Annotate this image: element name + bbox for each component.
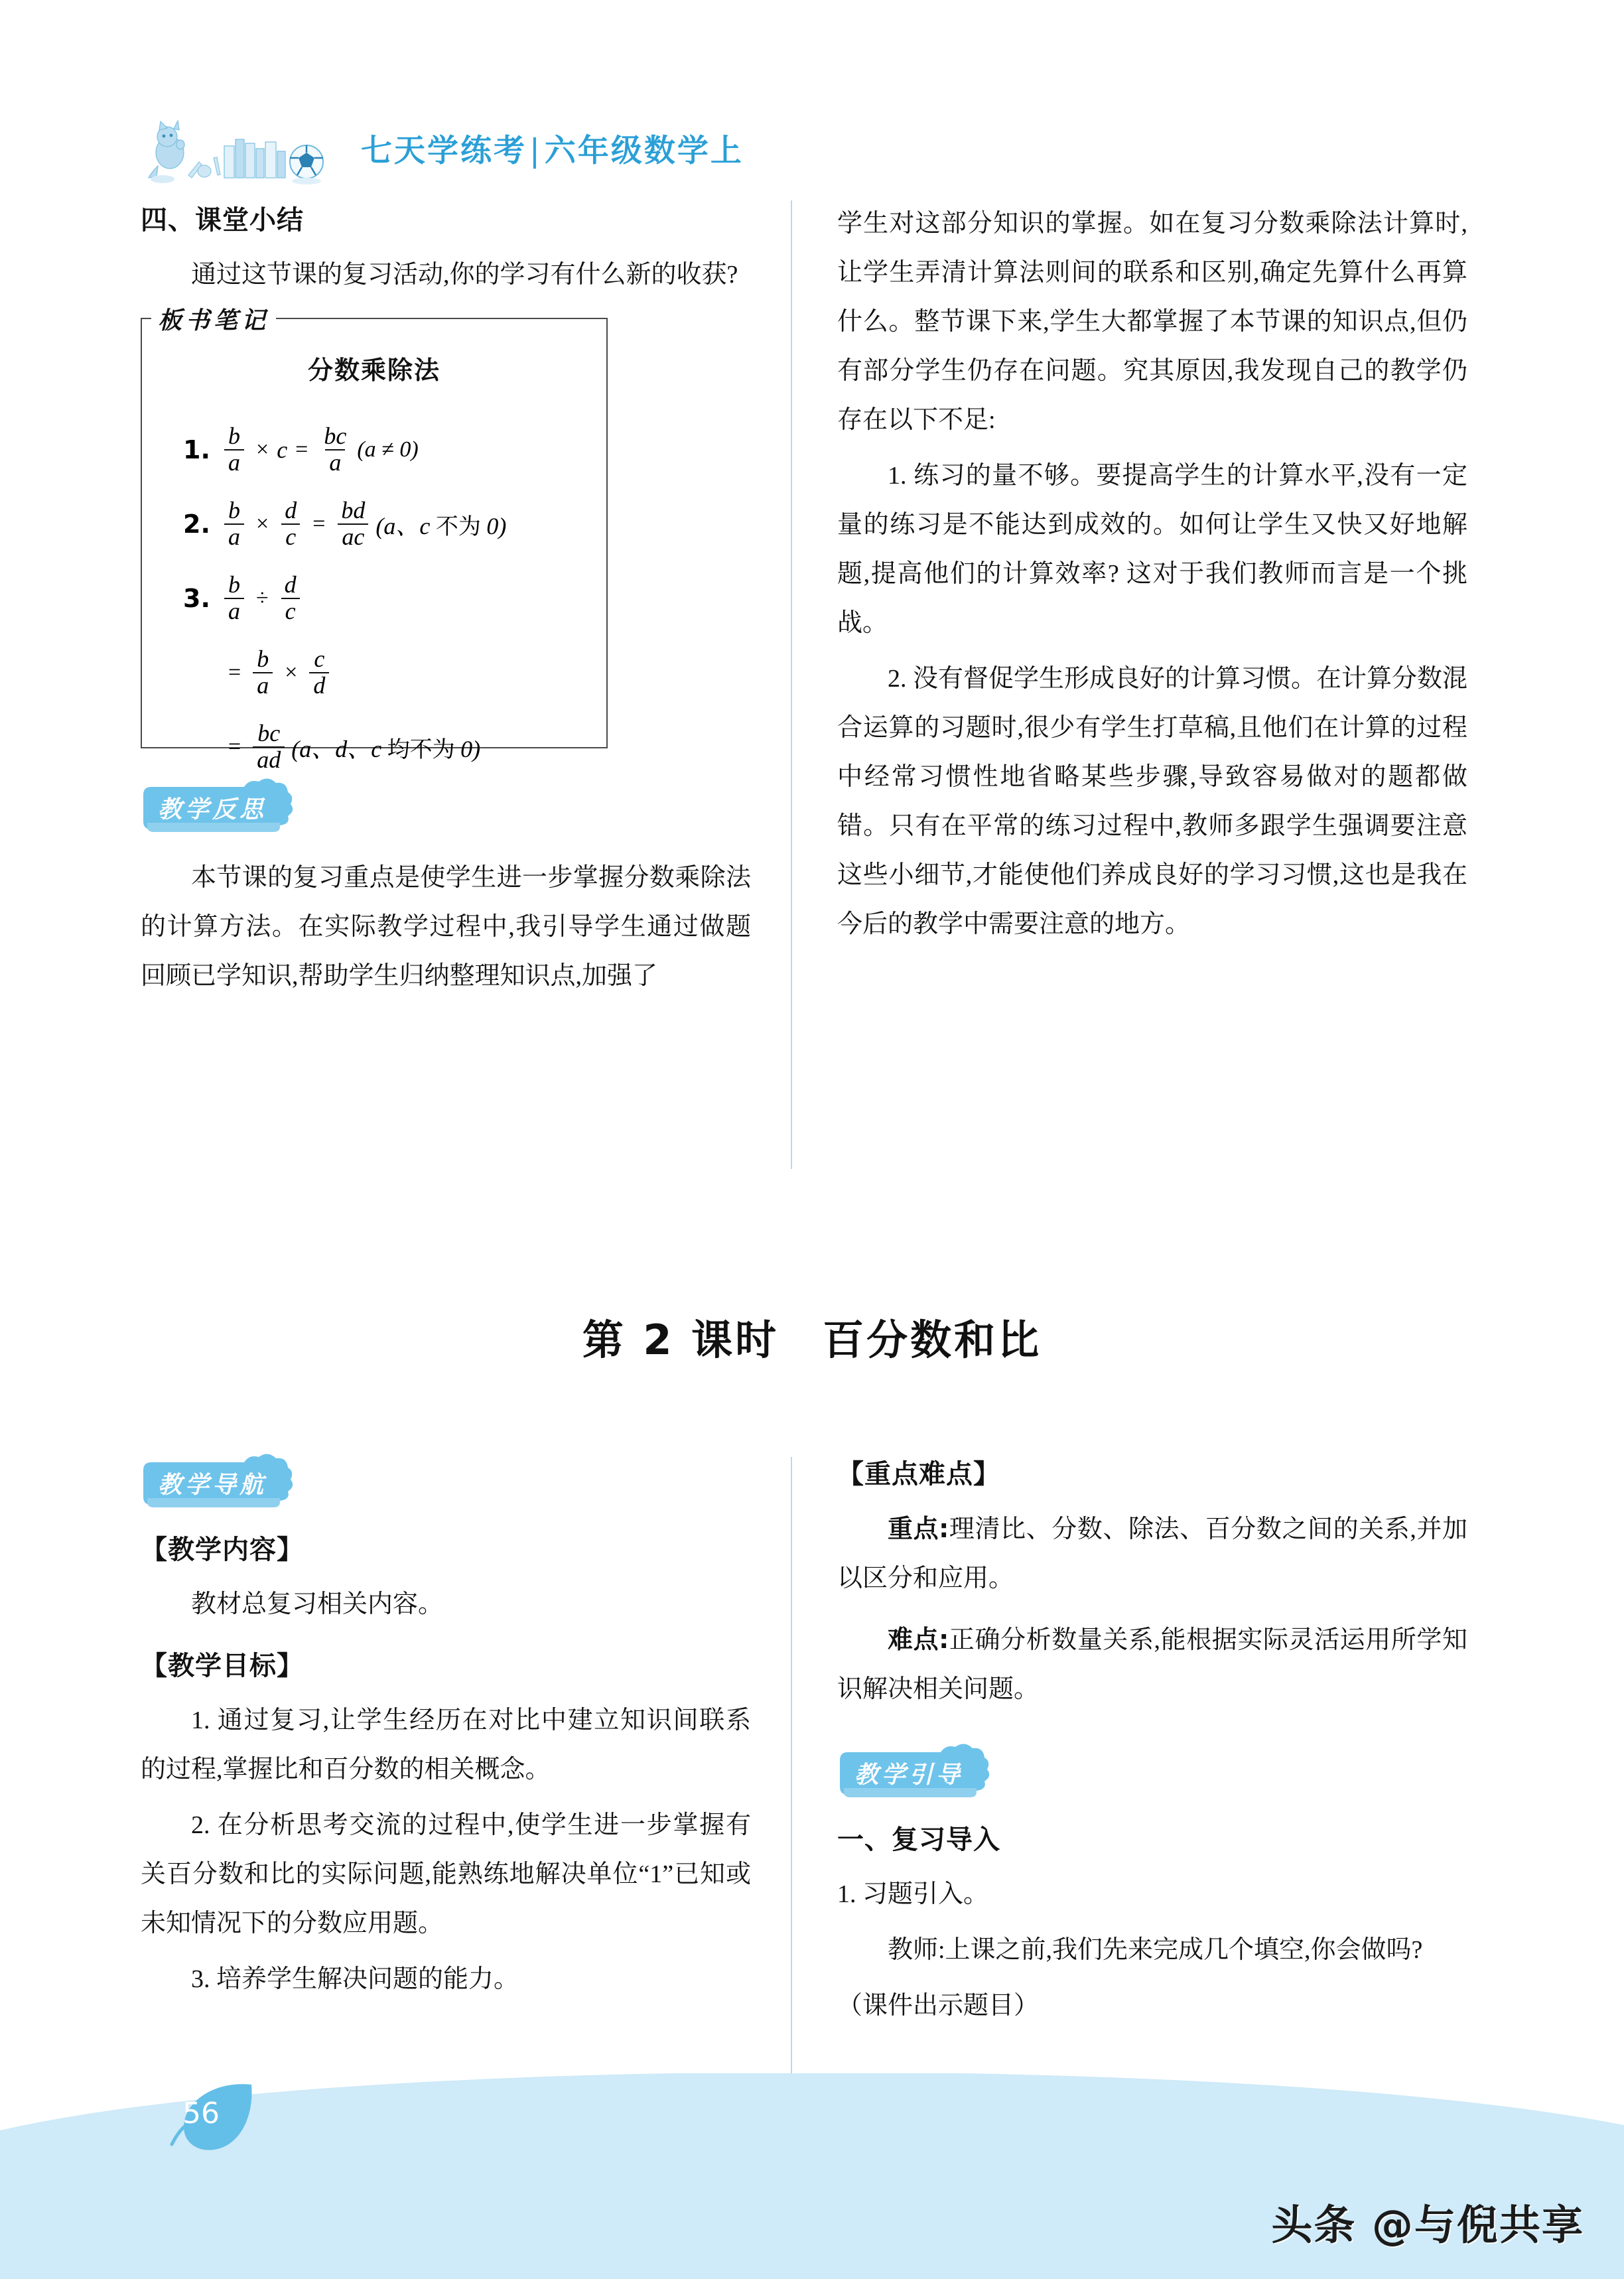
heading-teaching-content: 【教学内容】 <box>141 1535 304 1565</box>
brand-subject-text: 六年级数学上 <box>544 133 744 169</box>
formula-condition: (a ≠ 0) <box>357 437 419 462</box>
fraction-b-over-a <box>253 647 273 699</box>
teaching-goal-item: 2. 在分析思考交流的过程中,使学生进一步掌握有关百分数和比的实际问题,能熟练地解决单位“1”已知或未知情况下的分数应用题。 <box>141 1811 751 1937</box>
condition-close: 0) <box>460 735 481 762</box>
fraction-numerator: b <box>228 423 240 450</box>
fraction-bc-over-a <box>320 424 350 476</box>
reflection-point-2-paragraph: 2. 没有督促学生形成良好的计算习惯。在计算分数混合运算的习题时,很少有学生打草稿,且他们在计算的过程中经常习惯性地省略某些步骤,导致容易做对的题都做错。只有在平常的练习过程中,教师多跟学生强调要注意这些小细节,才能使他们养成良好的学习习惯,这也是我在今后的教学中需要注意的地方。 <box>837 665 1468 938</box>
condition-close: 0) <box>486 512 507 539</box>
fraction-numerator: d <box>285 497 297 524</box>
fraction-denominator: c <box>281 598 300 624</box>
condition-open-paren: ( <box>291 735 300 762</box>
condition-text: 均不为 <box>387 736 455 763</box>
formula-number: 3. <box>183 584 210 613</box>
fraction-numerator: b <box>228 571 240 598</box>
reflection-continuation-paragraph: 学生对这部分知识的掌握。如在复习分数乘除法计算时,让学生弄清计算法则间的联系和区别,确定先算什么再算什么。整节课下来,学生大都掌握了本节课的知识点,但仍有部分学生仍存在问题。究其原因,我发现自己的教学仍存在以下不足: <box>837 210 1467 434</box>
formula-row-3 <box>183 561 606 636</box>
fraction-c-over-d <box>309 647 329 699</box>
teaching-guide-badge-label: 教学引导 <box>854 1761 964 1789</box>
heading-teaching-goals: 【教学目标】 <box>141 1651 304 1681</box>
multiply-operator: × <box>256 512 269 536</box>
formula-number: 2. <box>183 510 210 539</box>
top-right-column <box>837 199 1467 955</box>
fraction-denominator: ad <box>253 746 285 773</box>
heading-key-points-difficulties: 【重点难点】 <box>837 1459 1000 1489</box>
fraction-b-over-a <box>224 424 244 476</box>
fraction-numerator: b <box>257 646 269 673</box>
board-notes-box <box>141 307 608 773</box>
key-point-label: 重点: <box>888 1514 949 1543</box>
teaching-reflection-badge <box>141 778 313 839</box>
formula-row-4 <box>183 636 606 710</box>
divide-operator: ÷ <box>256 586 269 610</box>
section-heading-classroom-summary: 四、课堂小结 <box>141 205 304 236</box>
fraction-denominator: a <box>325 449 345 476</box>
formula-number: 1. <box>183 435 210 464</box>
equals-operator: = <box>228 660 241 685</box>
reflection-point-1-paragraph: 1. 练习的量不够。要提高学生的计算水平,没有一定量的练习是不能达到成效的。如何让学生又快又好地解题,提高他们的计算效率? 这对于我们教师而言是一个挑战。 <box>837 462 1467 637</box>
header-brand-title <box>361 126 744 171</box>
condition-variables: a、d、c <box>299 735 382 762</box>
fraction-d-over-c <box>281 498 301 550</box>
watermark-prefix: 头条 <box>1271 2201 1357 2249</box>
bottom-right-column <box>837 1453 1467 2037</box>
bottom-left-column <box>141 1453 751 2010</box>
equals-operator: = <box>312 512 326 536</box>
teaching-goal-item: 3. 培养学生解决问题的能力。 <box>191 1965 519 1993</box>
formula-row-2 <box>183 487 606 561</box>
fraction-numerator: bc <box>257 720 281 747</box>
condition-open-paren: ( <box>375 512 384 539</box>
teaching-reflection-badge-label: 教学反思 <box>158 795 267 823</box>
fraction-b-over-a <box>224 498 244 550</box>
multiply-operator: × <box>285 660 298 685</box>
reflection-paragraph: 本节课的复习重点是使学生进一步掌握分数乘除法的计算方法。在实际教学过程中,我引导学生通过做题回顾已学知识,帮助学生归纳整理知识点,加强了 <box>141 864 751 990</box>
difficulty-paragraph <box>837 1615 1467 1714</box>
condition-variables: a、c <box>383 512 431 539</box>
teaching-content-text: 教材总复习相关内容。 <box>191 1590 444 1618</box>
formula-condition <box>291 730 480 764</box>
equals-operator: = <box>228 734 241 759</box>
fraction-numerator: bd <box>341 497 366 524</box>
fraction-numerator: b <box>228 497 240 524</box>
board-notes-tab-label: 板书笔记 <box>151 302 276 336</box>
fraction-numerator: d <box>284 571 297 598</box>
page-number: 56 <box>182 2097 220 2130</box>
fraction-bc-over-ad <box>253 721 285 773</box>
watermark-account-name: 与倪共享 <box>1414 2201 1584 2249</box>
fraction-b-over-a <box>224 573 244 624</box>
condition-text: 不为 <box>435 513 481 540</box>
fraction-denominator: d <box>309 672 329 699</box>
board-notes-title: 分数乘除法 <box>307 356 440 385</box>
watermark <box>1271 2192 1584 2251</box>
teaching-goal-item: 1. 通过复习,让学生经历在对比中建立知识间联系的过程,掌握比和百分数的相关概念。 <box>141 1706 751 1783</box>
column-divider-top <box>791 200 792 1169</box>
teaching-navigation-badge <box>141 1453 313 1514</box>
fraction-d-over-c <box>281 573 301 624</box>
fraction-bd-over-ac <box>337 498 369 550</box>
formula-condition <box>375 508 506 541</box>
formula-row-5 <box>183 710 606 784</box>
watermark-at-symbol: @ <box>1371 2201 1414 2249</box>
difficulty-label: 难点: <box>888 1625 949 1654</box>
courseware-note: （课件出示题目） <box>837 1992 1040 2020</box>
teaching-guide-badge <box>837 1743 1010 1804</box>
fraction-denominator: ac <box>338 523 368 550</box>
equals-operator: = <box>295 437 308 462</box>
fraction-numerator: c <box>314 646 325 673</box>
page-header <box>141 111 744 188</box>
summary-question-text: 通过这节课的复习活动,你的学习有什么新的收获? <box>191 261 738 289</box>
review-item-1: 1. 习题引入。 <box>837 1880 989 1908</box>
fraction-denominator: a <box>224 449 244 476</box>
fraction-denominator: c <box>281 523 300 550</box>
column-divider-bottom <box>791 1457 792 2120</box>
brand-title-text: 七天学练考 <box>361 133 527 169</box>
teaching-navigation-badge-label: 教学导航 <box>158 1471 267 1499</box>
fraction-numerator: bc <box>324 423 347 450</box>
multiply-operator: × <box>256 437 269 462</box>
top-left-column <box>141 199 751 1007</box>
teacher-dialogue-line: 教师:上课之前,我们先来完成几个填空,你会做吗? <box>888 1936 1423 1964</box>
key-point-text: 理清比、分数、除法、百分数之间的关系,并加以区分和应用。 <box>837 1515 1467 1592</box>
fraction-denominator: a <box>253 672 273 699</box>
key-point-paragraph <box>837 1504 1467 1603</box>
fraction-denominator: a <box>224 523 244 550</box>
brand-separator: | <box>529 133 542 169</box>
formula-row-1 <box>183 413 606 487</box>
formula-list <box>183 413 606 784</box>
heading-review-introduction: 一、复习导入 <box>837 1825 1000 1855</box>
lesson-title: 第 2 课时 百分数和比 <box>582 1316 1042 1364</box>
fraction-denominator: a <box>224 598 244 624</box>
variable-c: c <box>277 437 288 463</box>
difficulty-text: 正确分析数量关系,能根据实际灵活运用所学知识解决相关问题。 <box>837 1626 1467 1703</box>
mascot-books-logo-icon <box>141 118 360 184</box>
